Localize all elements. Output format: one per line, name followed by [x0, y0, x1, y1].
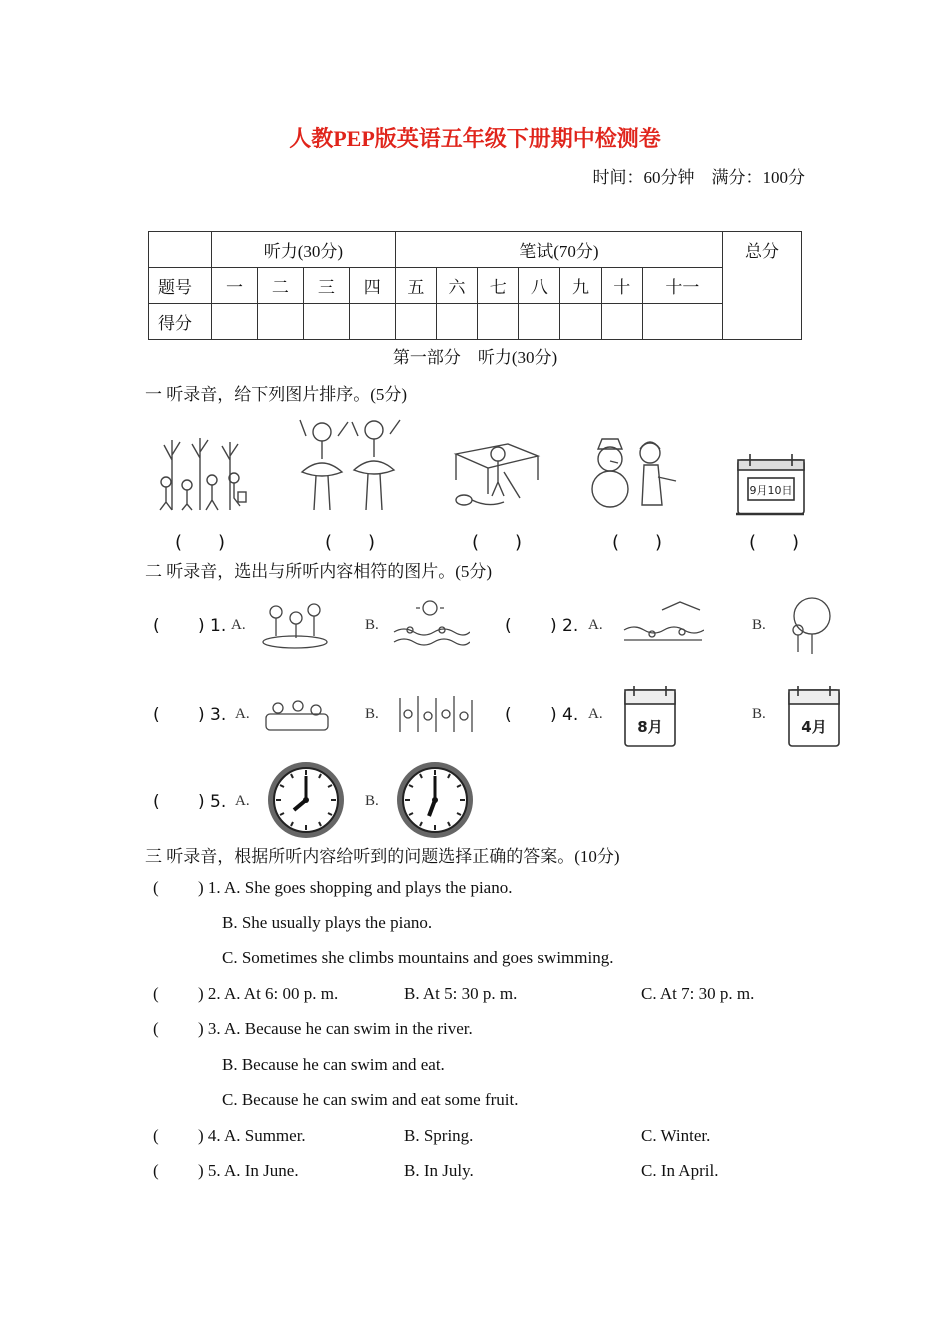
- section1-title: 一 听录音，给下列图片排序。(5分): [145, 385, 408, 404]
- q5-option-b: B. In July.: [404, 1161, 474, 1180]
- q2-option-a: ) 2. A. At 6: 00 p. m.: [198, 984, 339, 1003]
- clock-seven-picture: [393, 760, 477, 840]
- score-table: [148, 231, 802, 340]
- q3-option-b: B. Because he can swim and eat.: [222, 1055, 445, 1074]
- snow-play-picture: [262, 696, 332, 736]
- calendar-picture: [730, 450, 810, 518]
- q4-option-c: C. Winter.: [641, 1126, 711, 1145]
- calendar-august-picture: [622, 684, 678, 748]
- col-header: 十一: [642, 268, 722, 304]
- answer-blank[interactable]: ( ): [611, 532, 663, 553]
- col-header: 五: [395, 268, 436, 304]
- question-number: ) 4.: [550, 705, 579, 725]
- section2-title: 二 听录音，选出与所听内容相符的图片。(5分): [145, 562, 493, 581]
- q1-option-b: B. She usually plays the piano.: [222, 913, 433, 932]
- col-header: 六: [436, 268, 477, 304]
- option-a-label: A.: [588, 617, 603, 633]
- open-paren: (: [153, 1161, 159, 1180]
- option-b-label: B.: [365, 617, 379, 633]
- total-header: 总分: [723, 232, 802, 340]
- option-b-label: B.: [365, 706, 379, 722]
- col-header: 一: [212, 268, 258, 304]
- open-paren: (: [153, 792, 160, 812]
- col-header: 十: [601, 268, 642, 304]
- calendar-date-label: 9月10日: [749, 484, 793, 497]
- q2-option-b: B. At 5: 30 p. m.: [404, 984, 518, 1003]
- q3-option-a: ) 3. A. Because he can swim in the river.: [198, 1019, 473, 1038]
- col-header: 七: [478, 268, 519, 304]
- section3-title: 三 听录音，根据所听内容给听到的问题选择正确的答案。(10分): [145, 847, 620, 866]
- q4-option-a: ) 4. A. Summer.: [198, 1126, 306, 1145]
- col-header: 三: [303, 268, 349, 304]
- option-a-label: A.: [231, 617, 246, 633]
- tree-picking-picture: [782, 596, 837, 656]
- question-number: ) 3.: [198, 705, 227, 725]
- page-title: 人教PEP版英语五年级下册期中检测卷: [289, 126, 661, 151]
- option-a-label: A.: [235, 706, 250, 722]
- listening-header: 听力(30分): [212, 232, 396, 268]
- clock-eight-picture: [264, 760, 348, 840]
- snowman-picture: [588, 433, 683, 511]
- q3-option-c: C. Because he can swim and eat some fruit.: [222, 1090, 519, 1109]
- family-picnic-picture: [258, 598, 333, 650]
- q4-option-b: B. Spring.: [404, 1126, 474, 1145]
- col-header: 二: [257, 268, 303, 304]
- calendar-month-label: 4月: [801, 718, 827, 736]
- q1-option-c: C. Sometimes she climbs mountains and goes swimming.: [222, 948, 614, 967]
- row-label-score: 得分: [149, 304, 212, 340]
- open-paren: (: [153, 878, 159, 897]
- swimming-sea-picture: [390, 598, 470, 650]
- score-cell[interactable]: [642, 304, 722, 340]
- part1-title: 第一部分 听力(30分): [392, 348, 558, 367]
- option-a-label: A.: [235, 793, 250, 809]
- writing-header: 笔试(70分): [395, 232, 722, 268]
- open-paren: (: [153, 1126, 159, 1145]
- option-a-label: A.: [588, 706, 603, 722]
- tree-planting-picture: [152, 430, 248, 512]
- q2-option-c: C. At 7: 30 p. m.: [641, 984, 755, 1003]
- score-cell[interactable]: [212, 304, 258, 340]
- question-number: ) 1.: [198, 616, 227, 636]
- score-cell[interactable]: [303, 304, 349, 340]
- open-paren: (: [153, 616, 160, 636]
- q5-option-c: C. In April.: [641, 1161, 719, 1180]
- cleaning-room-picture: [448, 432, 543, 512]
- dancing-girls-picture: [292, 414, 407, 514]
- beach-picture: [622, 600, 704, 650]
- option-b-label: B.: [752, 617, 766, 633]
- question-number: ) 2.: [550, 616, 579, 636]
- open-paren: (: [153, 705, 160, 725]
- score-cell[interactable]: [349, 304, 395, 340]
- open-paren: (: [505, 616, 512, 636]
- col-header: 四: [349, 268, 395, 304]
- score-cell[interactable]: [519, 304, 560, 340]
- score-cell[interactable]: [257, 304, 303, 340]
- question-number: ) 5.: [198, 792, 227, 812]
- score-cell[interactable]: [560, 304, 601, 340]
- row-label-number: 题号: [149, 268, 212, 304]
- group-planting-picture: [390, 692, 480, 734]
- open-paren: (: [505, 705, 512, 725]
- score-cell[interactable]: [395, 304, 436, 340]
- score-cell[interactable]: [478, 304, 519, 340]
- answer-blank[interactable]: ( ): [748, 532, 800, 553]
- score-cell[interactable]: [601, 304, 642, 340]
- answer-blank[interactable]: ( ): [174, 532, 226, 553]
- calendar-month-label: 8月: [637, 718, 663, 736]
- open-paren: (: [153, 984, 159, 1003]
- answer-blank[interactable]: ( ): [324, 532, 376, 553]
- col-header: 八: [519, 268, 560, 304]
- col-header: 九: [560, 268, 601, 304]
- option-b-label: B.: [752, 706, 766, 722]
- q1-option-a: ) 1. A. She goes shopping and plays the piano.: [198, 878, 513, 897]
- score-cell[interactable]: [436, 304, 477, 340]
- time-info: 时间：60分钟 满分：100分: [592, 168, 805, 187]
- q5-option-a: ) 5. A. In June.: [198, 1161, 299, 1180]
- answer-blank[interactable]: ( ): [471, 532, 523, 553]
- option-b-label: B.: [365, 793, 379, 809]
- calendar-april-picture: [786, 684, 842, 748]
- open-paren: (: [153, 1019, 159, 1038]
